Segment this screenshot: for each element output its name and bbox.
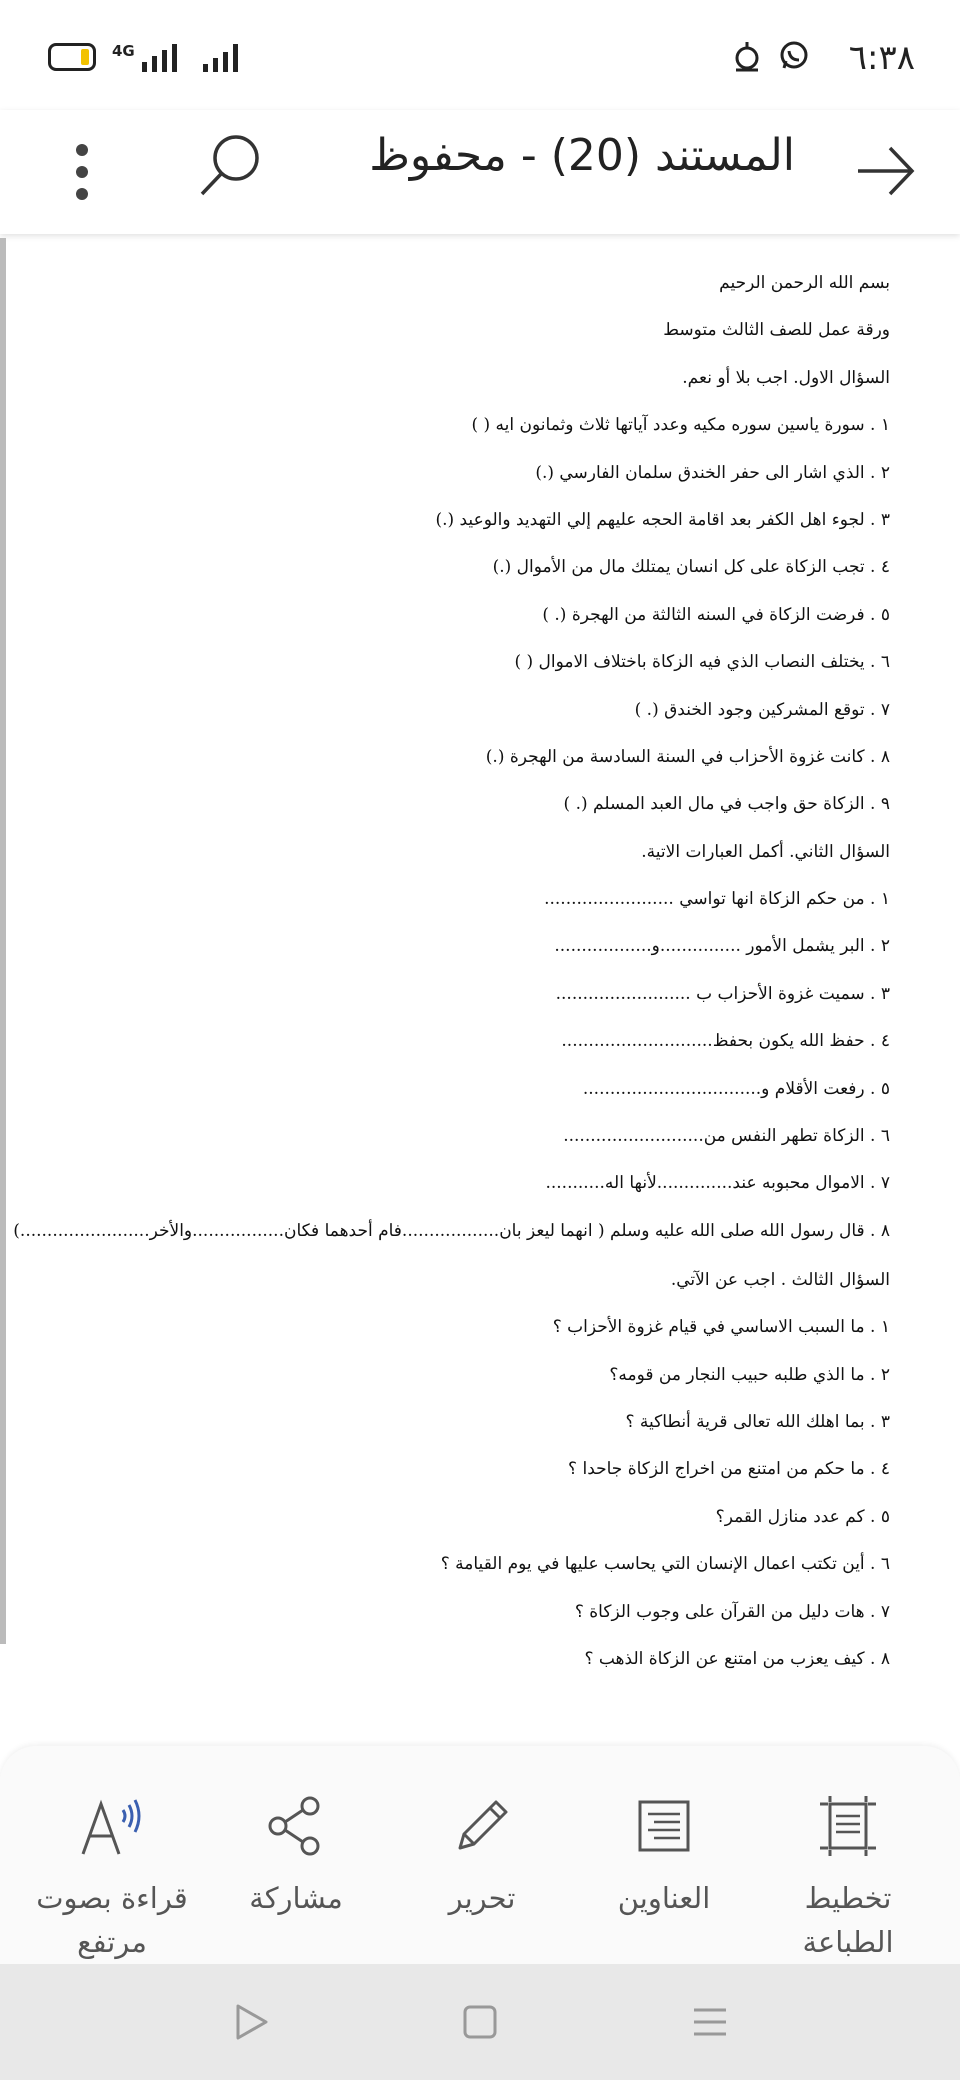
whatsapp-icon (778, 40, 810, 72)
doc-line: السؤال الثالث . اجب عن الآتي. (670, 1269, 890, 1290)
home-square-icon (460, 2002, 500, 2042)
doc-line: ٣ . لجوء اهل الكفر بعد اقامة الحجه عليهم إلي التهديد والوعيد (.) (435, 509, 890, 530)
doc-line: ٩ . الزكاة حق واجب في مال العبد المسلم (. ) (563, 794, 890, 815)
search-icon (196, 128, 266, 208)
doc-line: ٨ . كيف يعزب من امتنع عن الزكاة الذهب ؟ (584, 1648, 890, 1669)
doc-line: ٦ . يختلف النصاب الذي فيه الزكاة باختلاف الاموال ( ) (514, 652, 890, 673)
doc-line: ٢ . ما الذي طلبه حبيب النجار من قومه؟ (609, 1364, 890, 1385)
read-aloud-button[interactable] (24, 1794, 200, 1964)
doc-line: ٧ . هات دليل من القرآن على وجوب الزكاة ؟ (574, 1601, 890, 1622)
print-layout-icon (816, 1794, 880, 1858)
doc-line: ١ . ما السبب الاساسي في قيام غزوة الأحزاب ؟ (552, 1317, 890, 1338)
share-label: مشاركة (249, 1881, 343, 1915)
doc-line: السؤال الثاني. أكمل العبارات الاتية. (641, 841, 890, 862)
status-left-icons (48, 42, 238, 72)
nav-back-button[interactable] (232, 2002, 272, 2042)
doc-line: ٤ . حفظ الله يكون بحفظ............................ (561, 1031, 890, 1052)
status-bar (0, 0, 960, 110)
more-options-button[interactable] (60, 132, 104, 212)
back-arrow-icon (850, 136, 920, 206)
doc-line: ٧ . توقع المشركين وجود الخندق (. ) (634, 699, 890, 720)
status-right-icons (732, 40, 810, 72)
back-triangle-icon (232, 2002, 272, 2042)
doc-line: ٦ . أين تكتب اعمال الإنسان التي يحاسب عليها في يوم القيامة ؟ (440, 1554, 890, 1575)
document-content (13, 260, 890, 1683)
share-button[interactable] (208, 1794, 384, 1920)
document-edge-bar (0, 238, 6, 1644)
doc-line: ورقة عمل للصف الثالث متوسط (663, 320, 890, 341)
doc-line: ١ . سورة ياسين سوره مكيه وعدد آياتها ثلاث وثمانون ايه ( ) (471, 415, 890, 436)
doc-line: ٥ . كم عدد منازل القمر؟ (715, 1506, 890, 1527)
battery-icon (48, 43, 96, 71)
network-type-label: 4G (112, 42, 135, 60)
doc-line: ١ . من حكم الزكاة انها تواسي ........................ (544, 889, 890, 910)
pencil-icon (450, 1794, 514, 1858)
signal-icon-2 (203, 42, 238, 72)
print-layout-label: تخطيط الطباعة (802, 1881, 894, 1959)
headings-label: العناوين (617, 1881, 711, 1915)
document-view[interactable] (0, 238, 960, 1669)
doc-line: ٤ . ما حكم من امتنع من اخراج الزكاة جاحدا ؟ (568, 1459, 890, 1480)
doc-line: ٨ . قال رسول الله صلى الله عليه وسلم ( انهما ليعز بان..................فام أحدهما فكان.................والأخر........................) (13, 1220, 890, 1241)
doc-line: ٥ . فرضت الزكاة في السنه الثالثة من الهجرة (. ) (542, 604, 890, 625)
more-vertical-icon (60, 132, 104, 212)
back-button[interactable] (850, 136, 920, 206)
nav-recents-button[interactable] (690, 2002, 730, 2042)
doc-line: بسم الله الرحمن الرحيم (719, 273, 890, 293)
alarm-icon (732, 40, 762, 72)
doc-line: ٣ . سميت غزوة الأحزاب ب ......................... (555, 983, 890, 1004)
doc-line: ٥ . رفعت الأقلام و................................. (582, 1078, 890, 1099)
edit-button[interactable] (394, 1794, 570, 1920)
doc-line: ٦ . الزكاة تطهر النفس من.......................... (563, 1126, 890, 1147)
read-aloud-label: قراءة بصوت مرتفع (36, 1881, 188, 1959)
status-time: ٦:٣٨ (848, 38, 915, 78)
doc-line: ٢ . البر يشمل الأمور ...............و.................. (554, 936, 890, 957)
document-title: المستند (20) - محفوظ (369, 130, 795, 181)
recents-menu-icon (690, 2002, 730, 2042)
system-nav-bar (0, 1964, 960, 2080)
search-button[interactable] (196, 128, 266, 208)
doc-line: ٣ . بما اهلك الله تعالى قرية أنطاكية ؟ (625, 1411, 890, 1432)
headings-button[interactable] (576, 1794, 752, 1920)
doc-line: السؤال الاول. اجب بلا أو نعم. (682, 367, 890, 388)
nav-home-button[interactable] (460, 2002, 500, 2042)
doc-line: ٨ . كانت غزوة الأحزاب في السنة السادسة من الهجرة (.) (485, 746, 890, 767)
headings-icon (632, 1794, 696, 1858)
edit-label: تحرير (448, 1881, 516, 1915)
doc-line: ٢ . الذي اشار الى حفر الخندق سلمان الفارسي (.) (535, 462, 890, 483)
signal-icon (112, 42, 177, 72)
app-header (0, 110, 960, 234)
doc-line: ٤ . تجب الزكاة على كل انسان يمتلك مال من الأموال (.) (492, 557, 890, 578)
doc-line: ٧ . الاموال محبوبه عند..............لأنها اله........... (545, 1173, 890, 1194)
read-aloud-icon (77, 1794, 147, 1858)
bottom-toolbar (0, 1746, 960, 1964)
print-layout-button[interactable] (760, 1794, 936, 1964)
share-icon (264, 1794, 328, 1858)
